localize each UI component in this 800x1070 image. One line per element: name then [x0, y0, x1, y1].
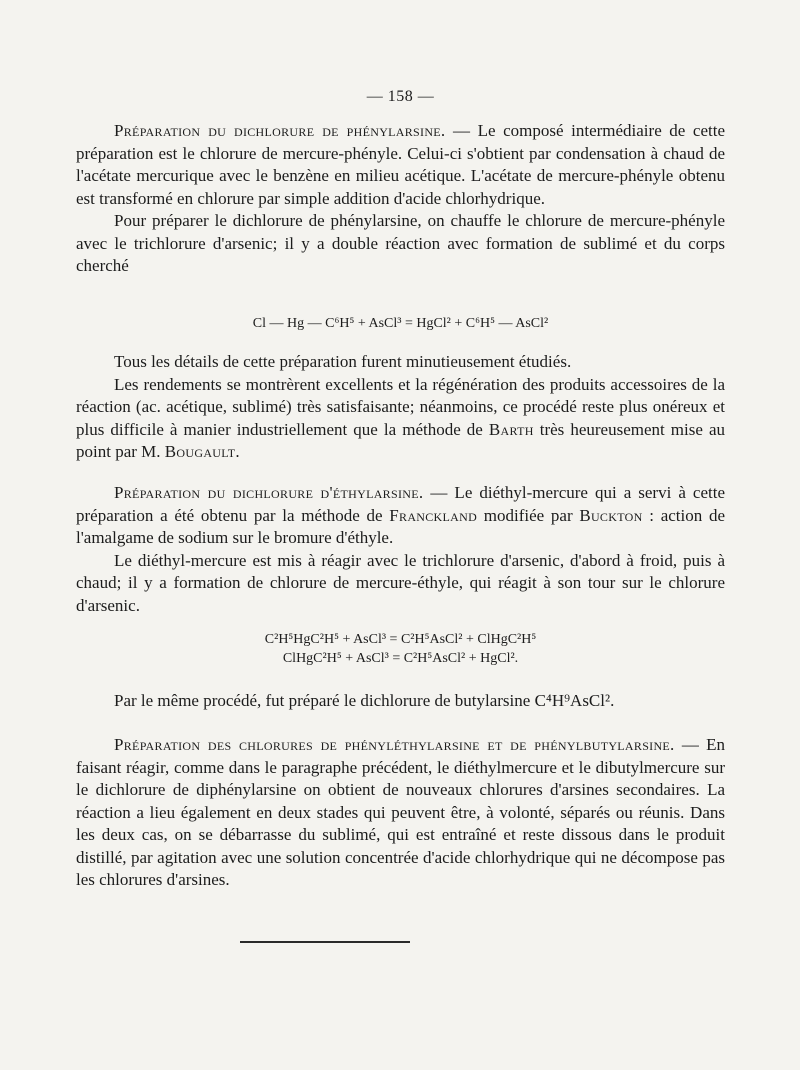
author-name: Bougault — [164, 442, 236, 461]
section-ethylarsine-continued — [76, 690, 725, 713]
paragraph: Les rendements se montrèrent excellents et la régénération des produits accessoires de la réaction (ac. acétique, sublimé) très satisfaisante; néanmoins, ce procédé reste plus onéreux et plus difficile à manier industriellement que la méthode de Barth très heureusement mise au point par M. Bougault. — [76, 374, 726, 461]
author-name: Franckland — [389, 505, 478, 525]
author-name: Barth — [488, 419, 534, 439]
section-heading: Préparation des chlorures de phényléthylarsine et de phénylbutylarsine. — [114, 735, 675, 754]
paragraph: Préparation du dichlorure de phénylarsine. — Le composé intermédiaire de cette préparation est le chlorure de mercure-phényle. Celui-ci s'obtient par condensation à chaud de l'acétate mercurique avec le benzène en milieu acétique. L'acétate de mercure-phényle obtenu est transformé en chlorure par simple addition d'acide chlorhydrique. — [76, 121, 726, 208]
author-name: Buckton — [579, 505, 643, 525]
section-secondary-arsines — [76, 734, 725, 892]
formula: ClHgC²H⁵ + AsCl³ = C²H⁵AsCl² + HgCl². — [282, 651, 519, 666]
section-phenylarsine — [76, 120, 725, 278]
paragraph: Par le même procédé, fut préparé le dichlorure de butylarsine C⁴H⁹AsCl². — [114, 691, 615, 710]
paragraph: Tous les détails de cette préparation furent minutieusement étudiés. — [114, 352, 572, 371]
paragraph: Préparation des chlorures de phényléthylarsine et de phénylbutylarsine. — En faisant réagir, comme dans le paragraphe précédent, le diéthylmercure et le dibutylmercure sur le dichlorure de diphénylarsine on obtient de nouveaux chlorures d'arsines secondaires. La réaction a lieu également en deux stades qui peuvent être, à volonté, séparés ou réunis. Dans les deux cas, on se débarrasse du sublimé, qui est entraîné et reste dissous dans le produit distillé, par agitation avec une solution concentrée d'acide chlorhydrique qui ne décompose pas les chlorures d'arsines. — [76, 735, 725, 889]
formula-group — [76, 630, 725, 668]
paragraph: Préparation du dichlorure d'éthylarsine. — Le diéthyl-mercure qui a servi à cette préparation a été obtenu par la méthode de Franckland modifiée par Buckton : action de l'amalgame de sodium sur le bromure d'éthyle. — [76, 483, 725, 547]
section-heading: Préparation du dichlorure de phénylarsine. — [114, 121, 446, 140]
section-heading: Préparation du dichlorure d'éthylarsine. — [114, 483, 424, 502]
section-ethylarsine — [76, 482, 725, 617]
page-number: — 158 — — [366, 88, 435, 105]
section-phenylarsine-continued — [76, 351, 725, 464]
end-rule — [240, 941, 410, 943]
paragraph: Pour préparer le dichlorure de phénylarsine, on chauffe le chlorure de mercure-phényle avec le trichlorure d'arsenic; il y a double réaction avec formation de sublimé et du corps cherché — [76, 211, 725, 275]
formula: C²H⁵HgC²H⁵ + AsCl³ = C²H⁵AsCl² + ClHgC²H⁵ — [264, 632, 537, 647]
formula: Cl — Hg — C⁶H⁵ + AsCl³ = HgCl² + C⁶H⁵ — AsCl² — [252, 316, 549, 331]
paragraph: Le diéthyl-mercure est mis à réagir avec le trichlorure d'arsenic, d'abord à froid, puis à chaud; il y a formation de chlorure de mercure-éthyle, qui réagit à son tour sur le chlorure d'arsenic. — [76, 550, 725, 615]
